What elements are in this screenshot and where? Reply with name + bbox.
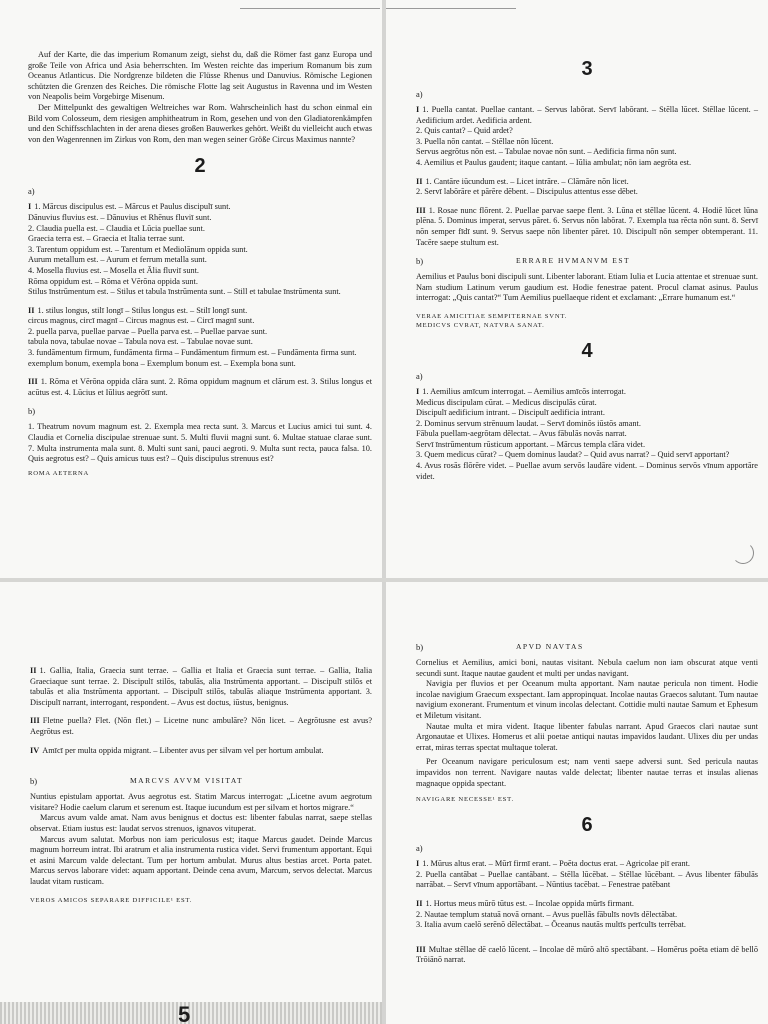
- exercise-line: 4. Aemilius et Paulus gaudent; itaque cantant. – Iūlia ambulat; nōn iam aegrōta est.: [416, 157, 692, 167]
- exercise-numeral: II: [416, 176, 423, 186]
- exercise-I: [416, 105, 758, 169]
- lesson-number: 2: [194, 155, 206, 178]
- exercise-line: 1. Mūrus altus erat. – Mūrī firmī erant. – Poēta doctus erat. – Agricolae piī erant.: [422, 859, 690, 869]
- maxim: MEDICVS CVRAT, NATVRA SANAT.: [416, 321, 545, 329]
- exercise-line: 1. Puella cantat. Puellae cantant. – Servus labōrat. Servī labōrant. – Stēlla lūcet. Stēllae lūcent. – Aedificium ardet. Aedificia ardent.: [416, 105, 758, 125]
- page-footer-motto: NAVIGARE NECESSE¹ EST.: [416, 796, 514, 804]
- maxim: VERAE AMICITIAE SEMPITERNAE SVNT.: [416, 312, 568, 320]
- exercise-text: Amīcī per multa oppida migrant. – Libenter avus per silvam vel per hortum ambulat.: [42, 745, 324, 755]
- exercise-line: Stilus īnstrūmentum est. – Stilus et tabula īnstrūmenta sunt. – Still et tabulae īnstrūmenta sunt.: [28, 287, 341, 297]
- exercise-text: 1. Rosae nunc flōrent. 2. Puellae parvae saepe flent. 3. Lūna et stēllae lūcent. 4. Hodiē lūcet lūna plēna. 5. Dominus imperat, servus pāret. 6. Servus nōn labōrat. 7. Exempla tua rēcta nōn sunt. 8. Servī nōn semper fīdī sunt. 9. Servus saepe nōn libenter pāret. 10. Discipulī nōn semper obtemperant. 11. Tacēre saepe stultum est.: [416, 205, 758, 247]
- exercise-line: 3. fundāmentum firmum, fundāmenta firma – Fundāmentum firmum est. – Fundāmenta firma sunt.: [28, 348, 357, 358]
- story-paragraph: Per Oceanum navigare periculosum est; nam venti saepe adversi sunt. Sed pericula nautas impavidos non terrent. Navigare nautas valde delectat; libenter nautae terras et insulas alienas magnaque oppida spectant.: [416, 757, 758, 788]
- exercise-numeral: III: [30, 716, 40, 726]
- section-label-b: b): [28, 406, 36, 417]
- exercise-line: 4. Mosella fluvius est. – Mosella et Ālia fluviī sunt.: [28, 265, 199, 275]
- section-title: ERRARE HVMANVM EST: [516, 256, 631, 266]
- exercise-text: 1. Rōma et Vērōna oppida clāra sunt. 2. Rōma oppidum magnum et clārum est. 3. Stilus longus et acūtus est. 4. Lūcius et Iūlius aegrōtī sunt.: [28, 377, 372, 397]
- exercise-numeral: III: [28, 377, 38, 387]
- exercise-line: 1. Cantāre iūcundum est. – Licet intrāre. – Clāmāre nōn licet.: [425, 176, 629, 186]
- section-b-text: 1. Theatrum novum magnum est. 2. Exempla mea recta sunt. 3. Marcus et Lucius amici tui sunt. 4. Claudia et Cornelia discipulae strenuae sunt. 5. Multi fluvii magni sunt. 6. Multae statuae clarae sunt. 7. Multa instrumenta mala sunt. 8. Multi sunt sani, pauci aegroti. 9. Multa sunt recta, pauca falsa. 10. Quis aegrotus est? – Quis amicus tuus est? – Quis discipulus strenuus est?: [28, 422, 372, 464]
- intro-paragraph-2: Der Mittelpunkt des gewaltigen Weltreiches war Rom. Wahrscheinlich hast du schon einmal ein Bild vom Colosseum, dem riesigen amphitheatrum in Rom, gesehen und von den Gladiatorenkämpfen und den Schiffsschlachten in der arena dieses großen Bauwerkes gehört. Weißt du vielleicht auch etwas von den Wagenrennen im Zirkus von Rom, den man wegen seiner Größe Circus Maximus nannte?: [28, 102, 372, 144]
- exercise-line: Fābula puellam-aegrōtam dēlectat. – Avus fābulās novās narrat.: [416, 429, 627, 439]
- exercise-line: exemplum bonum, exempla bona – Exemplum bonum est. – Exempla bona sunt.: [28, 358, 296, 368]
- exercise-line: 3. Quem medicus cūrat? – Quem dominus laudat? – Quid avus narrat? – Quid servī apportant?: [416, 450, 730, 460]
- page-bottom-left: [0, 582, 382, 1024]
- lesson-banner-bar: [0, 1002, 382, 1024]
- exercise-line: 1. Hortus meus mūrō tūtus est. – Incolae oppida mūrīs firmant.: [425, 898, 635, 908]
- exercise-line: 2. Servī labōrāre et pārēre dēbent. – Discipulus attentus esse dēbet.: [416, 187, 638, 197]
- exercise-text: Fletne puella? Flet. (Nōn flet.) – Licetne nunc ambulāre? Nōn licet. – Aegrōtusne est avus? Aegrōtus est.: [30, 716, 372, 736]
- section-b-text: Aemilius et Paulus boni discipuli sunt. Libenter laborant. Etiam Iulia et Lucia attentae et strenuae sunt. Nam studium Latinum verum gaudium est. Hodie fenestrae patent. Procul clamat asinus. Paulus interrogat: „Quis cantat?“ Tum Aemilius puellaeque rident et exclamant: „Errare humanum est.“: [416, 272, 758, 303]
- exercise-numeral: I: [28, 202, 32, 212]
- exercise-line: Medicus discipulam cūrat. – Medicus discipulās cūrat.: [416, 397, 597, 407]
- lesson-number: 5: [178, 1002, 191, 1024]
- page-footer-motto: ROMA AETERNA: [28, 469, 90, 477]
- exercise-II: [30, 666, 372, 708]
- exercise-line: 2. Claudia puella est. – Claudia et Lūcia puellae sunt.: [28, 223, 205, 233]
- exercise-line: circus magnus, circī magnī – Circus magnus est. – Circī magnī sunt.: [28, 316, 255, 326]
- exercise-line: 3. Italia avum caelō serēnō dēlectābat. – Ōceanus nautās multīs perīculīs terrēbat.: [416, 920, 687, 930]
- section-b-header: [416, 642, 758, 652]
- exercise-II: [416, 177, 758, 198]
- exercise-I-lesson-4: [416, 387, 758, 482]
- section-label-a: a): [28, 186, 35, 197]
- scan-edge-line: [240, 8, 380, 9]
- exercise-line: Servī īnstrūmentum rūsticum apportant. – Mārcus templa clāra videt.: [416, 439, 646, 449]
- section-label-a: a): [416, 843, 423, 854]
- section-label-a: a): [416, 370, 423, 381]
- exercise-line: 2. Puella cantābat – Puellae cantābant. – Stēlla lūcēbat. – Stēllae lūcēbant. – Avus libenter fābulās narrābat. – Servī vīnum apportābant. – Nūntius tacēbat. – Fenestrae patēbant: [416, 869, 758, 890]
- exercise-numeral: IV: [30, 745, 40, 755]
- exercise-numeral: III: [416, 944, 426, 954]
- page-top-left: [0, 0, 382, 578]
- section-label-a: a): [416, 89, 423, 99]
- exercise-line: 2. Quis cantat? – Quid ardet?: [416, 126, 513, 136]
- exercise-III: [30, 716, 372, 737]
- section-b-header: [416, 256, 758, 266]
- exercise-numeral: I: [416, 105, 420, 114]
- exercise-I: [28, 202, 372, 297]
- section-label-b: b): [416, 642, 424, 652]
- exercise-numeral: III: [416, 205, 426, 215]
- page-bottom-right: [386, 582, 768, 1024]
- page-footer-motto: VEROS AMICOS SEPARARE DIFFICILE¹ EST.: [30, 896, 193, 904]
- lesson-number: 4: [581, 339, 593, 362]
- exercise-line: Graecia terra est. – Graecia et Italia terrae sunt.: [28, 234, 185, 244]
- exercise-II: [416, 899, 758, 931]
- exercise-numeral: II: [416, 898, 423, 908]
- section-title: APVD NAVTAS: [516, 642, 584, 651]
- exercise-line: 1. Mārcus discipulus est. – Mārcus et Paulus discipulī sunt.: [34, 202, 231, 212]
- exercise-line: 3. Tarentum oppidum est. – Tarentum et Mediolānum oppida sunt.: [28, 244, 248, 254]
- exercise-IV: [30, 746, 372, 757]
- section-label-b: b): [30, 776, 38, 787]
- exercise-numeral: II: [28, 305, 35, 315]
- story-paragraph: Marcus avum salutat. Morbus non iam periculosus est; itaque Marcus gaudet. Deinde Marcus magnum horreum intrat. Ibi aratrum et alia instrumenta rustica videt. Servi frumentum apportant. Equi et asini Marcum valde delectant. Tum per hortum ambulat. Murus altus bestias arcet. Porta patet. Marcus servos laborare videt: aquam apportant. Deinde cena avum, Marcum, servos delectat. Marcus laudat vitam rusticam.: [30, 834, 372, 886]
- exercise-line: Rōma oppidum est. – Rōma et Vērōna oppida sunt.: [28, 276, 198, 286]
- exercise-line: 3. Puella nōn cantat. – Stēllae nōn lūcent.: [416, 136, 554, 146]
- exercise-line: Dānuvius fluvius est. – Dānuvius et Rhēnus fluviī sunt.: [28, 212, 212, 222]
- section-title: MARCVS AVVM VISITAT: [130, 776, 244, 786]
- exercise-text: Multae stēllae dē caelō lūcent. – Incolae dē mūrō altō spectābant. – Homērus poēta etiam dē bellō Trōiānō narrat.: [416, 944, 758, 965]
- exercise-numeral: II: [30, 666, 37, 675]
- exercise-III: [416, 206, 758, 248]
- page-top-right: [386, 0, 768, 578]
- exercise-line: 2. Dominus servum strēnuum laudat. – Servī dominōs iūstōs amant.: [416, 418, 641, 428]
- exercise-line: 1. stilus longus, stilī longī – Stilus longus est. – Stilī longī sunt.: [37, 305, 248, 315]
- scan-mark-icon: [732, 542, 754, 564]
- story-paragraph: Navigia per fluvios et per Oceanum multa apportant. Nam nautae pericula non timent. Hodie incolae navigium Graecum exspectant. Iam appropinquat. Incolae nautas Graecos salutant. Tum nautae navigium exonerant. Frumentum et vinum incolas delectant. Cottidie multi nautae Samum et Ephesum et Miletum visitant.: [416, 679, 758, 720]
- exercise-line: Servus aegrōtus nōn est. – Tabulae novae nōn sunt. – Aedificia firma nōn sunt.: [416, 147, 677, 157]
- exercise-line: 2. puella parva, puellae parvae – Puella parva est. – Puellae parvae sunt.: [28, 326, 268, 336]
- exercise-line: tabula nova, tabulae novae – Tabula nova est. – Tabulae novae sunt.: [28, 337, 253, 347]
- section-b-header: [30, 776, 372, 786]
- exercise-I: [416, 859, 758, 891]
- intro-paragraph-1: Auf der Karte, die das imperium Romanum zeigt, siehst du, daß die Römer fast ganz Europa und große Teile von Africa und Asia beherrschten. Im Westen reichte das imperium Romanum bis zum Oceanus Atlanticus. Die Nordgrenze bildeten die Flüsse Rhenus und Danuvius. Römische Legionen schützten die Grenzen des Reiches. Die römische Flotte lag seit Augustus in Ravenna und im Westen von Neapolis beim Vorgebirge Misenum.: [28, 50, 372, 102]
- exercise-line: 1. Aemilius amīcum interrogat. – Aemilius amīcōs interrogat.: [422, 386, 626, 396]
- story-paragraph: Nuntius epistulam apportat. Avus aegrotus est. Statim Marcus interrogat: „Licetne avum aegrotum visitare? Hodie caelum clarum et serenum est. Itaque iucundum est per silvam et hortos migrare.“: [30, 792, 372, 812]
- section-label-b: b): [416, 256, 424, 267]
- exercise-line: 4. Avus rosās flōrēre videt. – Puellae avum servōs laudāre vident. – Dominus servōs vīnum apportāre videt.: [416, 461, 758, 481]
- story-paragraph: Cornelius et Aemilius, amici boni, nautas visitant. Nebula caelum non iam obscurat atque venti secundi sunt. Itaque nautae gaudent et multi per undas navigant.: [416, 658, 758, 678]
- exercise-III: [416, 945, 758, 966]
- exercise-line: Aurum metallum est. – Aurum et ferrum metalla sunt.: [28, 255, 207, 265]
- story-paragraph: Nautae multa et mira vident. Itaque libenter fabulas narrant. Apud Graecos clari nautae sunt Argonautae et Ulixes. Homerus et alii poetae antiqui nautas impavidos laudant. Ulixes diu per undas errat, miras terras spectat multaque tolerat.: [416, 721, 758, 752]
- exercise-numeral: I: [416, 859, 420, 869]
- exercise-line: Discipulī aedificium intrant. – Discipulī aedificia intrant.: [416, 408, 605, 418]
- story-paragraph: Marcus avum valde amat. Nam avus benignus et doctus est: libenter fabulas narrat, saepe stellas observat. Etiam iustus est: laudat servos strenuos, ignavos vituperat.: [30, 813, 372, 833]
- exercise-text: 1. Gallia, Italia, Graecia sunt terrae. – Gallia et Italia et Graecia sunt terrae. – Gallia, Italia Graeciaque sunt terrae. 2. Discipulī stilōs, tabulās, alia īnstrūmenta apportant. – Discipulī stilōs et tabulās et alia īnstrūmenta apportant. – Discipulī stilōs, tabulās aliaque īnstrūmenta apportant. 3. Discipulī narrant, interrogant, respondent. – Avus est doctus, iūstus, benignus.: [30, 666, 372, 707]
- scan-edge-line: [386, 8, 516, 9]
- lesson-number: 3: [581, 58, 593, 80]
- exercise-II: [28, 306, 372, 370]
- lesson-number: 6: [581, 814, 593, 837]
- exercise-numeral: I: [416, 386, 420, 396]
- exercise-III: [28, 377, 372, 398]
- exercise-line: 2. Nautae templum statuā novā ornant. – Avus puellās fābulīs novīs dēlectābat.: [416, 909, 678, 919]
